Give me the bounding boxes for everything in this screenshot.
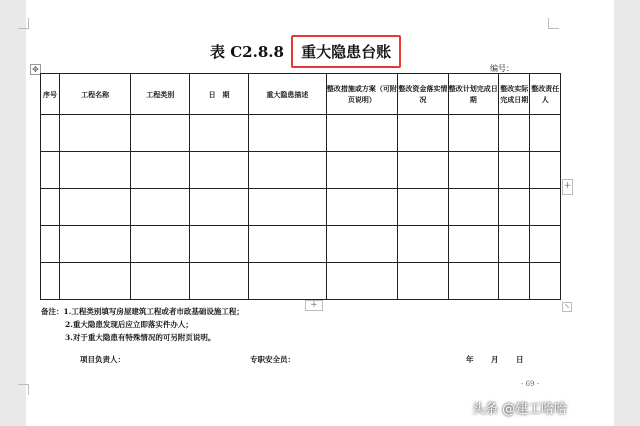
table-cell[interactable] <box>59 115 130 152</box>
table-cell[interactable] <box>59 189 130 226</box>
plus-icon: + <box>310 300 318 310</box>
table-cell[interactable] <box>131 115 190 152</box>
table-cell[interactable] <box>41 263 60 300</box>
table-cell[interactable] <box>131 263 190 300</box>
table-cell[interactable] <box>41 189 60 226</box>
table-cell[interactable] <box>59 152 130 189</box>
table-cell[interactable] <box>448 115 498 152</box>
remarks <box>41 305 244 344</box>
table-cell[interactable] <box>530 263 561 300</box>
table-cell[interactable] <box>498 189 530 226</box>
date-year-label: 年 <box>466 355 474 364</box>
table-cell[interactable] <box>530 115 561 152</box>
table-row <box>41 263 561 300</box>
date-day-label: 日 <box>516 355 524 364</box>
header-cell: 整改资金落实情况 <box>398 74 448 115</box>
remark-line: 3.对于重大隐患有特殊情况的可另附页说明。 <box>65 333 216 342</box>
table-cell[interactable] <box>190 263 249 300</box>
table-row <box>41 152 561 189</box>
table-cell[interactable] <box>131 226 190 263</box>
page-corner-mark <box>18 384 29 395</box>
table-row <box>41 115 561 152</box>
project-leader-label: 项目负责人： <box>80 355 125 364</box>
add-row-button[interactable] <box>305 300 323 311</box>
table-header-row <box>41 74 561 115</box>
table-cell[interactable] <box>326 263 397 300</box>
table-row <box>41 226 561 263</box>
safety-officer-label: 专职安全员： <box>250 355 295 364</box>
remark-line: 2.重大隐患发现后应立即落实件办人； <box>65 320 193 329</box>
table-row <box>41 189 561 226</box>
table-cell[interactable] <box>398 152 448 189</box>
title-prefix: 表 C2.8.8 <box>210 43 284 61</box>
table-cell[interactable] <box>530 226 561 263</box>
table-cell[interactable] <box>248 226 326 263</box>
add-column-button[interactable] <box>562 179 573 195</box>
header-cell: 工程名称 <box>59 74 130 115</box>
date-month-label: 月 <box>491 355 499 364</box>
table-cell[interactable] <box>41 115 60 152</box>
table-cell[interactable] <box>59 263 130 300</box>
hazard-ledger-table <box>40 73 561 300</box>
table-cell[interactable] <box>448 189 498 226</box>
table-cell[interactable] <box>131 189 190 226</box>
table-cell[interactable] <box>41 152 60 189</box>
move-icon: ✥ <box>32 65 39 74</box>
page-number: - 69 - <box>521 380 540 388</box>
table-cell[interactable] <box>448 226 498 263</box>
header-cell: 整改措施或方案（可附页说明） <box>326 74 397 115</box>
table-cell[interactable] <box>398 115 448 152</box>
title-highlighted: 重大隐患台账 <box>291 35 401 68</box>
watermark: 头条 @建工哈哈 <box>472 402 568 417</box>
page-corner-mark <box>548 18 559 29</box>
table-cell[interactable] <box>190 115 249 152</box>
table-cell[interactable] <box>398 189 448 226</box>
header-cell: 工程类别 <box>131 74 190 115</box>
page-corner-mark <box>18 18 29 29</box>
header-cell: 整改计划完成日期 <box>448 74 498 115</box>
table-cell[interactable] <box>448 263 498 300</box>
table-cell[interactable] <box>248 263 326 300</box>
resize-icon: ⤡ <box>564 303 570 310</box>
table-cell[interactable] <box>498 152 530 189</box>
header-cell: 序号 <box>41 74 60 115</box>
table-cell[interactable] <box>190 226 249 263</box>
table-resize-handle[interactable] <box>562 302 572 312</box>
table-cell[interactable] <box>326 152 397 189</box>
table-cell[interactable] <box>131 152 190 189</box>
table-cell[interactable] <box>530 152 561 189</box>
plus-icon: + <box>563 181 572 191</box>
table-cell[interactable] <box>41 226 60 263</box>
table-cell[interactable] <box>248 189 326 226</box>
table-cell[interactable] <box>59 226 130 263</box>
header-cell: 重大隐患描述 <box>248 74 326 115</box>
table-cell[interactable] <box>498 115 530 152</box>
header-cell: 整改责任人 <box>530 74 561 115</box>
table-cell[interactable] <box>530 189 561 226</box>
serial-number-label: 编号： <box>490 64 514 73</box>
table-cell[interactable] <box>190 152 249 189</box>
table-cell[interactable] <box>498 226 530 263</box>
table-cell[interactable] <box>248 152 326 189</box>
table-cell[interactable] <box>448 152 498 189</box>
table-cell[interactable] <box>398 263 448 300</box>
header-cell: 整改实际完成日期 <box>498 74 530 115</box>
table-cell[interactable] <box>498 263 530 300</box>
table-cell[interactable] <box>326 189 397 226</box>
table-cell[interactable] <box>248 115 326 152</box>
table-body <box>41 115 561 300</box>
table-cell[interactable] <box>190 189 249 226</box>
document-title <box>210 35 401 68</box>
table-cell[interactable] <box>326 226 397 263</box>
remark-line: 备注：1.工程类别填写房屋建筑工程或者市政基础设施工程； <box>41 307 244 316</box>
header-cell: 日 期 <box>190 74 249 115</box>
table-cell[interactable] <box>398 226 448 263</box>
table-cell[interactable] <box>326 115 397 152</box>
